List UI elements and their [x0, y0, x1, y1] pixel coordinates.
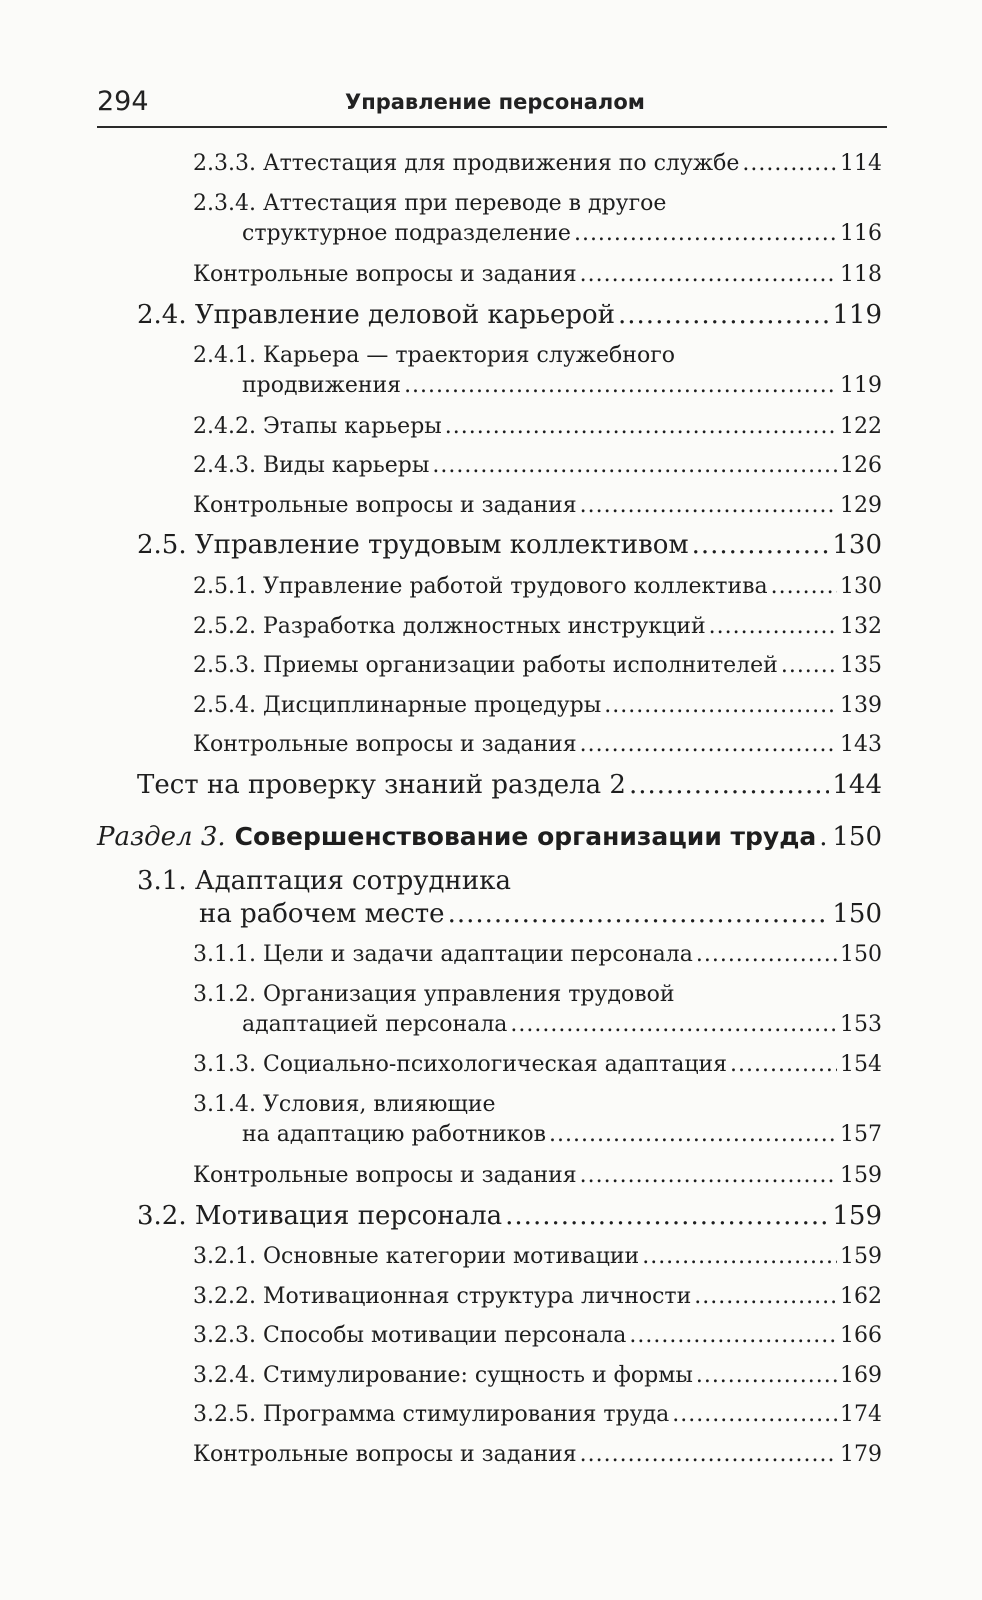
- toc-entry-title: 3.2.1. Основные категории мотивации: [193, 1244, 640, 1269]
- toc-entry: [193, 1244, 882, 1269]
- toc-entry: [193, 1323, 882, 1348]
- toc-entry-page: 119: [840, 373, 882, 398]
- page-number: 294: [97, 86, 149, 117]
- toc-entry: [193, 1163, 882, 1188]
- toc-entry-page: 159: [832, 1201, 882, 1231]
- toc-entry: [193, 732, 882, 757]
- toc-entry-title: Контрольные вопросы и задания: [193, 732, 577, 757]
- toc-entry: [193, 1284, 882, 1309]
- section-prefix: Раздел 3.: [97, 822, 226, 852]
- toc-entry: [193, 151, 882, 176]
- toc-entry-page: 150: [832, 822, 882, 852]
- toc-entry: [193, 453, 882, 478]
- dot-leader: [692, 530, 830, 560]
- toc-entry-page: 162: [840, 1284, 882, 1309]
- toc-entry-title: Контрольные вопросы и задания: [193, 1442, 577, 1467]
- toc-entry-title: Контрольные вопросы и задания: [193, 493, 577, 518]
- toc-entry-title: 3.1.1. Цели и задачи адаптации персонала: [193, 942, 693, 967]
- dot-leader: [574, 221, 837, 246]
- toc-entry-title: Контрольные вопросы и задания: [193, 262, 577, 287]
- dot-leader: [404, 373, 837, 398]
- toc-entry-page: 132: [840, 614, 882, 639]
- running-title: Управление персоналом: [345, 90, 645, 114]
- toc-entry-page: 122: [840, 414, 882, 439]
- toc-entry-title: 2.4.1. Карьера — траектория служебного: [193, 343, 675, 368]
- dot-leader: [549, 1122, 837, 1147]
- toc-section-title: Совершенствование организации труда: [234, 822, 817, 851]
- toc-entry-page: 130: [832, 530, 882, 560]
- toc-entry-title: 3.1.4. Условия, влияющие: [193, 1092, 496, 1117]
- toc-entry: [193, 493, 882, 518]
- toc-entry-page: 166: [840, 1323, 882, 1348]
- dot-leader: [629, 1323, 837, 1348]
- dot-leader: [742, 151, 837, 176]
- toc-entry-title: 2.3.4. Аттестация при переводе в другое: [193, 191, 667, 216]
- toc-entry-title: 3.2.2. Мотивационная структура личности: [193, 1284, 692, 1309]
- toc-entry-title-continued: на рабочем месте: [199, 899, 445, 929]
- dot-leader: [445, 414, 837, 439]
- dot-leader: [505, 1201, 829, 1231]
- toc-entry-title-continued: продвижения: [242, 373, 402, 398]
- toc-entry-page: 143: [840, 732, 882, 757]
- toc-entry: [193, 982, 882, 1037]
- toc-entry-page: 126: [840, 453, 882, 478]
- toc-entry-title: 3.2.4. Стимулирование: сущность и формы: [193, 1363, 693, 1388]
- toc-entry-title: 2.4.2. Этапы карьеры: [193, 414, 442, 439]
- toc-entry-page: 139: [840, 693, 882, 718]
- dot-leader: [642, 1244, 837, 1269]
- toc-entry-title: 2.5.4. Дисциплинарные процедуры: [193, 693, 602, 718]
- toc-entry-title: Контрольные вопросы и задания: [193, 1163, 577, 1188]
- toc-entry-page: 154: [840, 1052, 882, 1077]
- toc-entry: [193, 1092, 882, 1147]
- toc-entry: [193, 1442, 882, 1467]
- toc-entry-page: 150: [832, 899, 882, 929]
- dot-leader: [448, 899, 830, 929]
- toc-entry-page: 114: [840, 151, 882, 176]
- dot-leader: [781, 653, 837, 678]
- toc-entry: [193, 574, 882, 599]
- dot-leader: [618, 300, 829, 330]
- toc-entry: [193, 1402, 882, 1427]
- toc-entry: [193, 191, 882, 246]
- toc-entry-page: 144: [832, 770, 882, 800]
- toc-entry-page: 129: [840, 493, 882, 518]
- toc-entry: [137, 530, 882, 560]
- toc-entry-title: 2.4.3. Виды карьеры: [193, 453, 430, 478]
- dot-leader: [694, 1284, 837, 1309]
- dot-leader: [510, 1012, 837, 1037]
- toc-entry: [193, 1363, 882, 1388]
- toc-entry: [137, 1201, 882, 1231]
- toc-entry-title: 2.3.3. Аттестация для продвижения по службе: [193, 151, 740, 176]
- dot-leader: [580, 1163, 837, 1188]
- toc-entry-page: 119: [832, 300, 882, 330]
- dot-leader: [730, 1052, 837, 1077]
- toc-entry-title: 2.5.1. Управление работой трудового коллектива: [193, 574, 768, 599]
- toc-entry: [193, 942, 882, 967]
- toc-entry-title: 2.5.3. Приемы организации работы исполнителей: [193, 653, 778, 678]
- toc-entry-page: 169: [840, 1363, 882, 1388]
- dot-leader: [709, 614, 837, 639]
- toc-entry-title: 3.2.5. Программа стимулирования труда: [193, 1402, 670, 1427]
- toc-entry-title: 3.1.2. Организация управления трудовой: [193, 982, 675, 1007]
- toc-entry: [193, 693, 882, 718]
- toc-entry-title: 3.1. Адаптация сотрудника: [137, 866, 511, 896]
- toc-entry: [137, 770, 882, 800]
- toc-entry-page: 157: [840, 1122, 882, 1147]
- dot-leader: [604, 693, 837, 718]
- dot-leader: [580, 262, 837, 287]
- dot-leader: [580, 732, 837, 757]
- toc-entry: [137, 866, 882, 929]
- toc-entry-title: Тест на проверку знаний раздела 2: [137, 770, 626, 800]
- toc-entry: [193, 653, 882, 678]
- toc-entry-title: 3.2. Мотивация персонала: [137, 1201, 503, 1231]
- toc-entry: [193, 343, 882, 398]
- dot-leader: [672, 1402, 837, 1427]
- toc-entry: [137, 300, 882, 330]
- toc-entry-page: 159: [840, 1244, 882, 1269]
- toc-entry-page: 130: [840, 574, 882, 599]
- dot-leader: [580, 493, 837, 518]
- toc-entry-title-continued: на адаптацию работников: [242, 1122, 547, 1147]
- toc-entry-page: 179: [840, 1442, 882, 1467]
- dot-leader: [819, 822, 829, 852]
- toc-entry-title: 2.4. Управление деловой карьерой: [137, 300, 616, 330]
- toc-entry-page: 135: [840, 653, 882, 678]
- toc-entry-title: 2.5.2. Разработка должностных инструкций: [193, 614, 706, 639]
- toc-entry-page: 153: [840, 1012, 882, 1037]
- toc-entry: [193, 1052, 882, 1077]
- toc-entry-title: 3.1.3. Социально-психологическая адаптация: [193, 1052, 728, 1077]
- toc-entry: [193, 414, 882, 439]
- toc-entry: [193, 614, 882, 639]
- dot-leader: [580, 1442, 837, 1467]
- toc-entry-page: 118: [840, 262, 882, 287]
- toc-entry-title: 3.2.3. Способы мотивации персонала: [193, 1323, 627, 1348]
- toc-entry-page: 174: [840, 1402, 882, 1427]
- toc-entry-page: 150: [840, 942, 882, 967]
- toc-entry-page: 159: [840, 1163, 882, 1188]
- toc-entry-page: 116: [840, 221, 882, 246]
- toc-entry-title-continued: структурное подразделение: [242, 221, 571, 246]
- toc-entry-title-continued: адаптацией персонала: [242, 1012, 508, 1037]
- dot-leader: [696, 1363, 837, 1388]
- toc-entry: [193, 262, 882, 287]
- dot-leader: [696, 942, 837, 967]
- toc-section-entry: [97, 822, 882, 852]
- dot-leader: [432, 453, 837, 478]
- dot-leader: [629, 770, 829, 800]
- toc-entry-title: 2.5. Управление трудовым коллективом: [137, 530, 689, 560]
- dot-leader: [771, 574, 837, 599]
